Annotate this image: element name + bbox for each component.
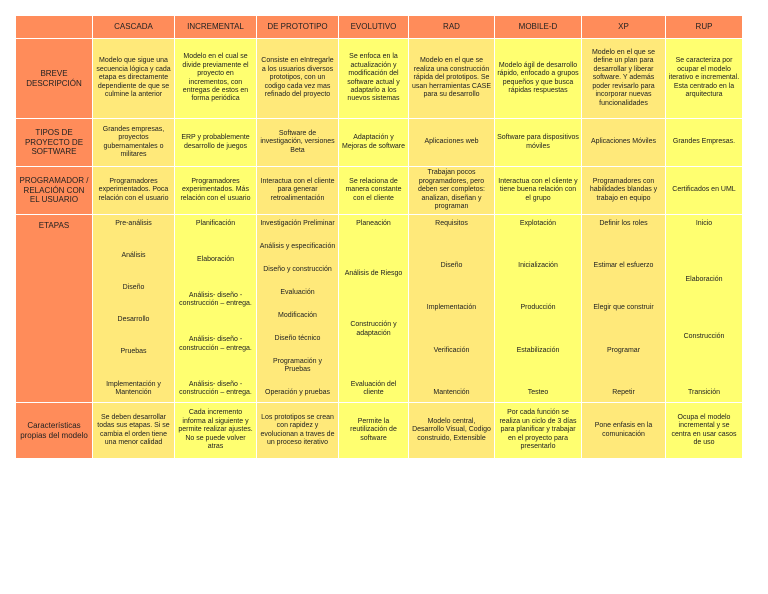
stage-item: Evaluación del cliente <box>350 380 397 397</box>
table-cell: Programadores experimentados. Poca relación con el usuario <box>93 167 175 215</box>
table-row <box>16 403 743 459</box>
table-cell: Programadores experimentados. Más relación con el usuario <box>175 167 257 215</box>
table-cell: Certificados en UML <box>666 167 743 215</box>
stage-item: Verificación <box>433 346 470 354</box>
table-cell: Grandes empresas, proyectos gubernamentales o militares <box>93 119 175 167</box>
row-header: TIPOS DE PROYECTO DE SOFTWARE <box>16 119 93 167</box>
stages-cell <box>582 215 666 403</box>
stage-item: Análisis- diseño -construcción – entrega. <box>179 336 252 352</box>
table-cell: Cada incremento informa al siguiente y permite realizar ajustes. No se puede volver atras <box>175 403 257 459</box>
stage-item: Análisis <box>121 251 146 259</box>
comparison-table <box>15 15 743 459</box>
table-row <box>16 167 743 215</box>
stages-cell <box>409 215 495 403</box>
table-cell: Modelo en el que se realiza una construcción rápida del prototipos. Se usan herramientas CASE para su desarrollo <box>409 39 495 119</box>
stage-item: Implementación y Mantención <box>106 380 161 397</box>
table-cell: Interactua con el cliente para generar retroalimentación <box>257 167 339 215</box>
stage-item: Repetir <box>612 389 635 397</box>
stage-item: Investigación Preliminar <box>260 219 335 227</box>
stage-item: Requisitos <box>435 219 468 227</box>
column-header: XP <box>582 16 666 39</box>
corner-cell <box>16 16 93 39</box>
table-cell: Se caracteriza por ocupar el modelo iterativo e incremental. Esta centrado en la arquitectura <box>666 39 743 119</box>
stage-item: Elegir que construir <box>593 304 654 312</box>
table-cell: Modelo ágil de desarrollo rápido, enfocado a grupos pequeños y que busca rápidas respuestas <box>495 39 582 119</box>
table-cell: Trabajan pocos programadores, pero deben ser completos: analizan, diseñan y programan <box>409 167 495 215</box>
stage-item: Inicialización <box>518 261 558 269</box>
stage-item: Desarrollo <box>117 316 150 324</box>
table-cell: Adaptación y Mejoras de software <box>339 119 409 167</box>
table-cell: ERP y probablemente desarrollo de juegos <box>175 119 257 167</box>
stages-cell <box>339 215 409 403</box>
stages-cell <box>495 215 582 403</box>
row-header: Características propias del modelo <box>16 403 93 459</box>
table-cell: Ocupa el modelo incremental y se centra en usar casos de uso <box>666 403 743 459</box>
stage-item: Explotación <box>519 219 557 227</box>
stage-item: Estimar el esfuerzo <box>593 261 654 269</box>
stage-item: Diseño y construcción <box>263 265 332 273</box>
table-cell: Grandes Empresas. <box>666 119 743 167</box>
stage-item: Construcción y adaptación <box>350 321 397 337</box>
stage-item: Implementación <box>426 304 477 312</box>
column-header: INCREMENTAL <box>175 16 257 39</box>
stage-item: Análisis- diseño -construcción – entrega. <box>179 380 252 397</box>
stages-cell <box>175 215 257 403</box>
stage-item: Elaboración <box>197 255 234 263</box>
table-cell: Modelo en el cual se divide previamente el proyecto en incrementos, con entregas de estos en forma periódica <box>175 39 257 119</box>
table-cell: Modelo que sigue una secuencia lógica y cada etapa es directamente dependiente de que se culmine la anterior <box>93 39 175 119</box>
stage-item: Análisis de Riesgo <box>344 270 403 278</box>
table-cell: Modelo en el que se define un plan para desarrollar y liberar software. Y además poder revisarlo para incorporar nuevas funcionalidades <box>582 39 666 119</box>
table-cell: Modelo central, Desarrollo Visual, Codigo construido, Extensible <box>409 403 495 459</box>
stage-item: Construcción <box>683 332 725 340</box>
row-header: ETAPAS <box>16 215 93 403</box>
table-row <box>16 119 743 167</box>
stages-cell <box>666 215 743 403</box>
table-cell: Permite la reutilización de software <box>339 403 409 459</box>
table-cell: Aplicaciones Móviles <box>582 119 666 167</box>
stage-item: Modificación <box>278 311 317 319</box>
stage-item: Planificación <box>195 219 236 227</box>
row-header: PROGRAMADOR / RELACIÓN CON EL USUARIO <box>16 167 93 215</box>
column-header: CASCADA <box>93 16 175 39</box>
stage-item: Pruebas <box>120 348 147 356</box>
table-cell: Software de investigación, versiones Beta <box>257 119 339 167</box>
column-header: EVOLUTIVO <box>339 16 409 39</box>
table-row <box>16 39 743 119</box>
stage-item: Producción <box>520 304 556 312</box>
stage-item: Evaluación <box>280 288 315 296</box>
stage-item: Definir los roles <box>599 219 648 227</box>
stage-item: Diseño <box>440 261 463 269</box>
table-cell: Pone enfasis en la comunicación <box>582 403 666 459</box>
table-cell: Los prototipos se crean con rapidez y evolucionan a traves de un proceso iterativo <box>257 403 339 459</box>
table-cell: Se relaciona de manera constante con el cliente <box>339 167 409 215</box>
table-cell: Programadores con habilidades blandas y trabajo en equipo <box>582 167 666 215</box>
column-header: MOBILE-D <box>495 16 582 39</box>
stage-item: Estabilización <box>516 346 560 354</box>
stage-item: Análisis y especificación <box>259 242 336 250</box>
column-header: RUP <box>666 16 743 39</box>
stage-item: Pre-análisis <box>115 219 152 227</box>
stage-item: Transición <box>687 389 721 397</box>
stage-item: Elaboración <box>685 276 723 284</box>
stage-item: Programar <box>606 346 641 354</box>
table-cell: Por cada función se realiza un ciclo de 3 días para planificar y trabajar en el proyecto para presentarlo <box>495 403 582 459</box>
column-header: DE PROTOTIPO <box>257 16 339 39</box>
column-header-row <box>16 16 743 39</box>
stages-cell <box>257 215 339 403</box>
stage-item: Diseño <box>122 283 145 291</box>
stage-item: Planeación <box>356 219 391 227</box>
column-header: RAD <box>409 16 495 39</box>
stage-item: Inicio <box>695 219 713 227</box>
table-cell: Interactua con el cliente y tiene buena relación con el grupo <box>495 167 582 215</box>
stage-item: Programación y Pruebas <box>272 357 323 373</box>
table-cell: Se deben desarrollar todas sus etapas. Si se cambia el orden tiene una menor calidad <box>93 403 175 459</box>
stage-item: Mantención <box>433 389 470 397</box>
stage-item: Diseño técnico <box>274 334 321 342</box>
stage-item: Testeo <box>527 389 549 397</box>
stages-cell <box>93 215 175 403</box>
table-cell: Se enfoca en la actualización y modificación del software actual y adaptarlo a los nuevos sistemas <box>339 39 409 119</box>
table-cell: Software para dispositivos móviles <box>495 119 582 167</box>
table-cell: Consiste en eIntregarle a los usuarios diversos prototipos, con un codigo cada vez mas refinado del proyecto <box>257 39 339 119</box>
stage-item: Operación y pruebas <box>265 389 330 397</box>
row-header: BREVE DESCRIPCIÓN <box>16 39 93 119</box>
stage-item: Análisis- diseño -construcción – entrega. <box>179 291 252 308</box>
table-cell: Aplicaciones web <box>409 119 495 167</box>
table-row <box>16 215 743 403</box>
